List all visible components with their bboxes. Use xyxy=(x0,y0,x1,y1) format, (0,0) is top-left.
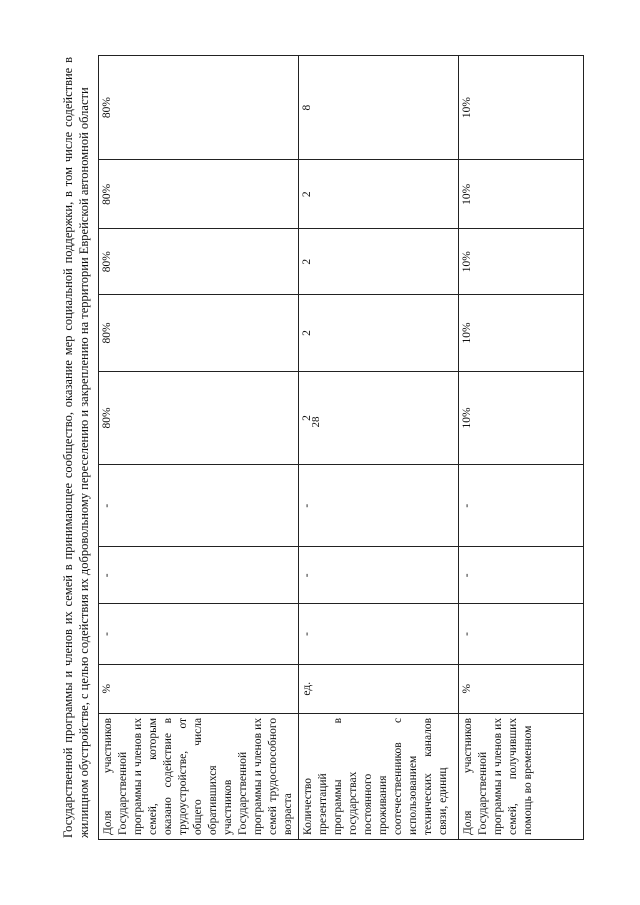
value-cell: 10% xyxy=(459,295,584,372)
value-cell: 80% xyxy=(99,160,299,229)
value-cell: 80% xyxy=(99,371,299,464)
value-cell: 10% xyxy=(459,371,584,464)
table-row xyxy=(299,56,459,840)
indicator-cell: Доля участников Государственной программы и членов их семей, получивших помощь во временном xyxy=(459,713,584,839)
unit-cell: % xyxy=(99,664,299,713)
value-cell: - xyxy=(459,465,584,547)
value-cell: 10% xyxy=(459,229,584,295)
indicator-cell: Количество презентаций программы в государствах постоянного проживания соотечественников с использованием технических каналов связи, единиц xyxy=(299,713,459,839)
value-cell: 80% xyxy=(99,229,299,295)
value-cell: 80% xyxy=(99,295,299,372)
value-cell: 2 xyxy=(299,160,459,229)
table-row xyxy=(459,56,584,840)
value-cell: - xyxy=(459,547,584,604)
value-cell: - xyxy=(299,604,459,664)
value-cell: - xyxy=(299,547,459,604)
value-cell: - xyxy=(99,547,299,604)
indicator-cell: Доля участников Государственной программы и членов их семей, которым оказано содействие в трудоустройстве, от общего числа обратившихся участников Государственной программы и членов их семей трудоспособного возраста xyxy=(99,713,299,839)
table-section-header: Государственной программы и членов их семей в принимающее сообщество, оказание мер социальной поддержки, в том числе содействие в жилищном обустройстве, с целью содействия их добровольному переселению и закреплению на территории Еврейской автономной области xyxy=(61,57,91,838)
value-cell: 2 xyxy=(299,371,459,464)
value-cell: - xyxy=(99,465,299,547)
value-cell: 2 xyxy=(299,295,459,372)
unit-cell: ед. xyxy=(299,664,459,713)
value-cell: 10% xyxy=(459,56,584,160)
value-cell: 80% xyxy=(99,56,299,160)
table-row xyxy=(99,56,299,840)
indicators-table xyxy=(98,55,584,840)
unit-cell: % xyxy=(459,664,584,713)
value-cell: - xyxy=(299,465,459,547)
rotated-table-page xyxy=(60,55,560,840)
value-cell: 8 xyxy=(299,56,459,160)
value-cell: - xyxy=(459,604,584,664)
value-cell: - xyxy=(99,604,299,664)
value-cell: 10% xyxy=(459,160,584,229)
page-number: 28 xyxy=(310,416,322,428)
value-cell: 2 xyxy=(299,229,459,295)
